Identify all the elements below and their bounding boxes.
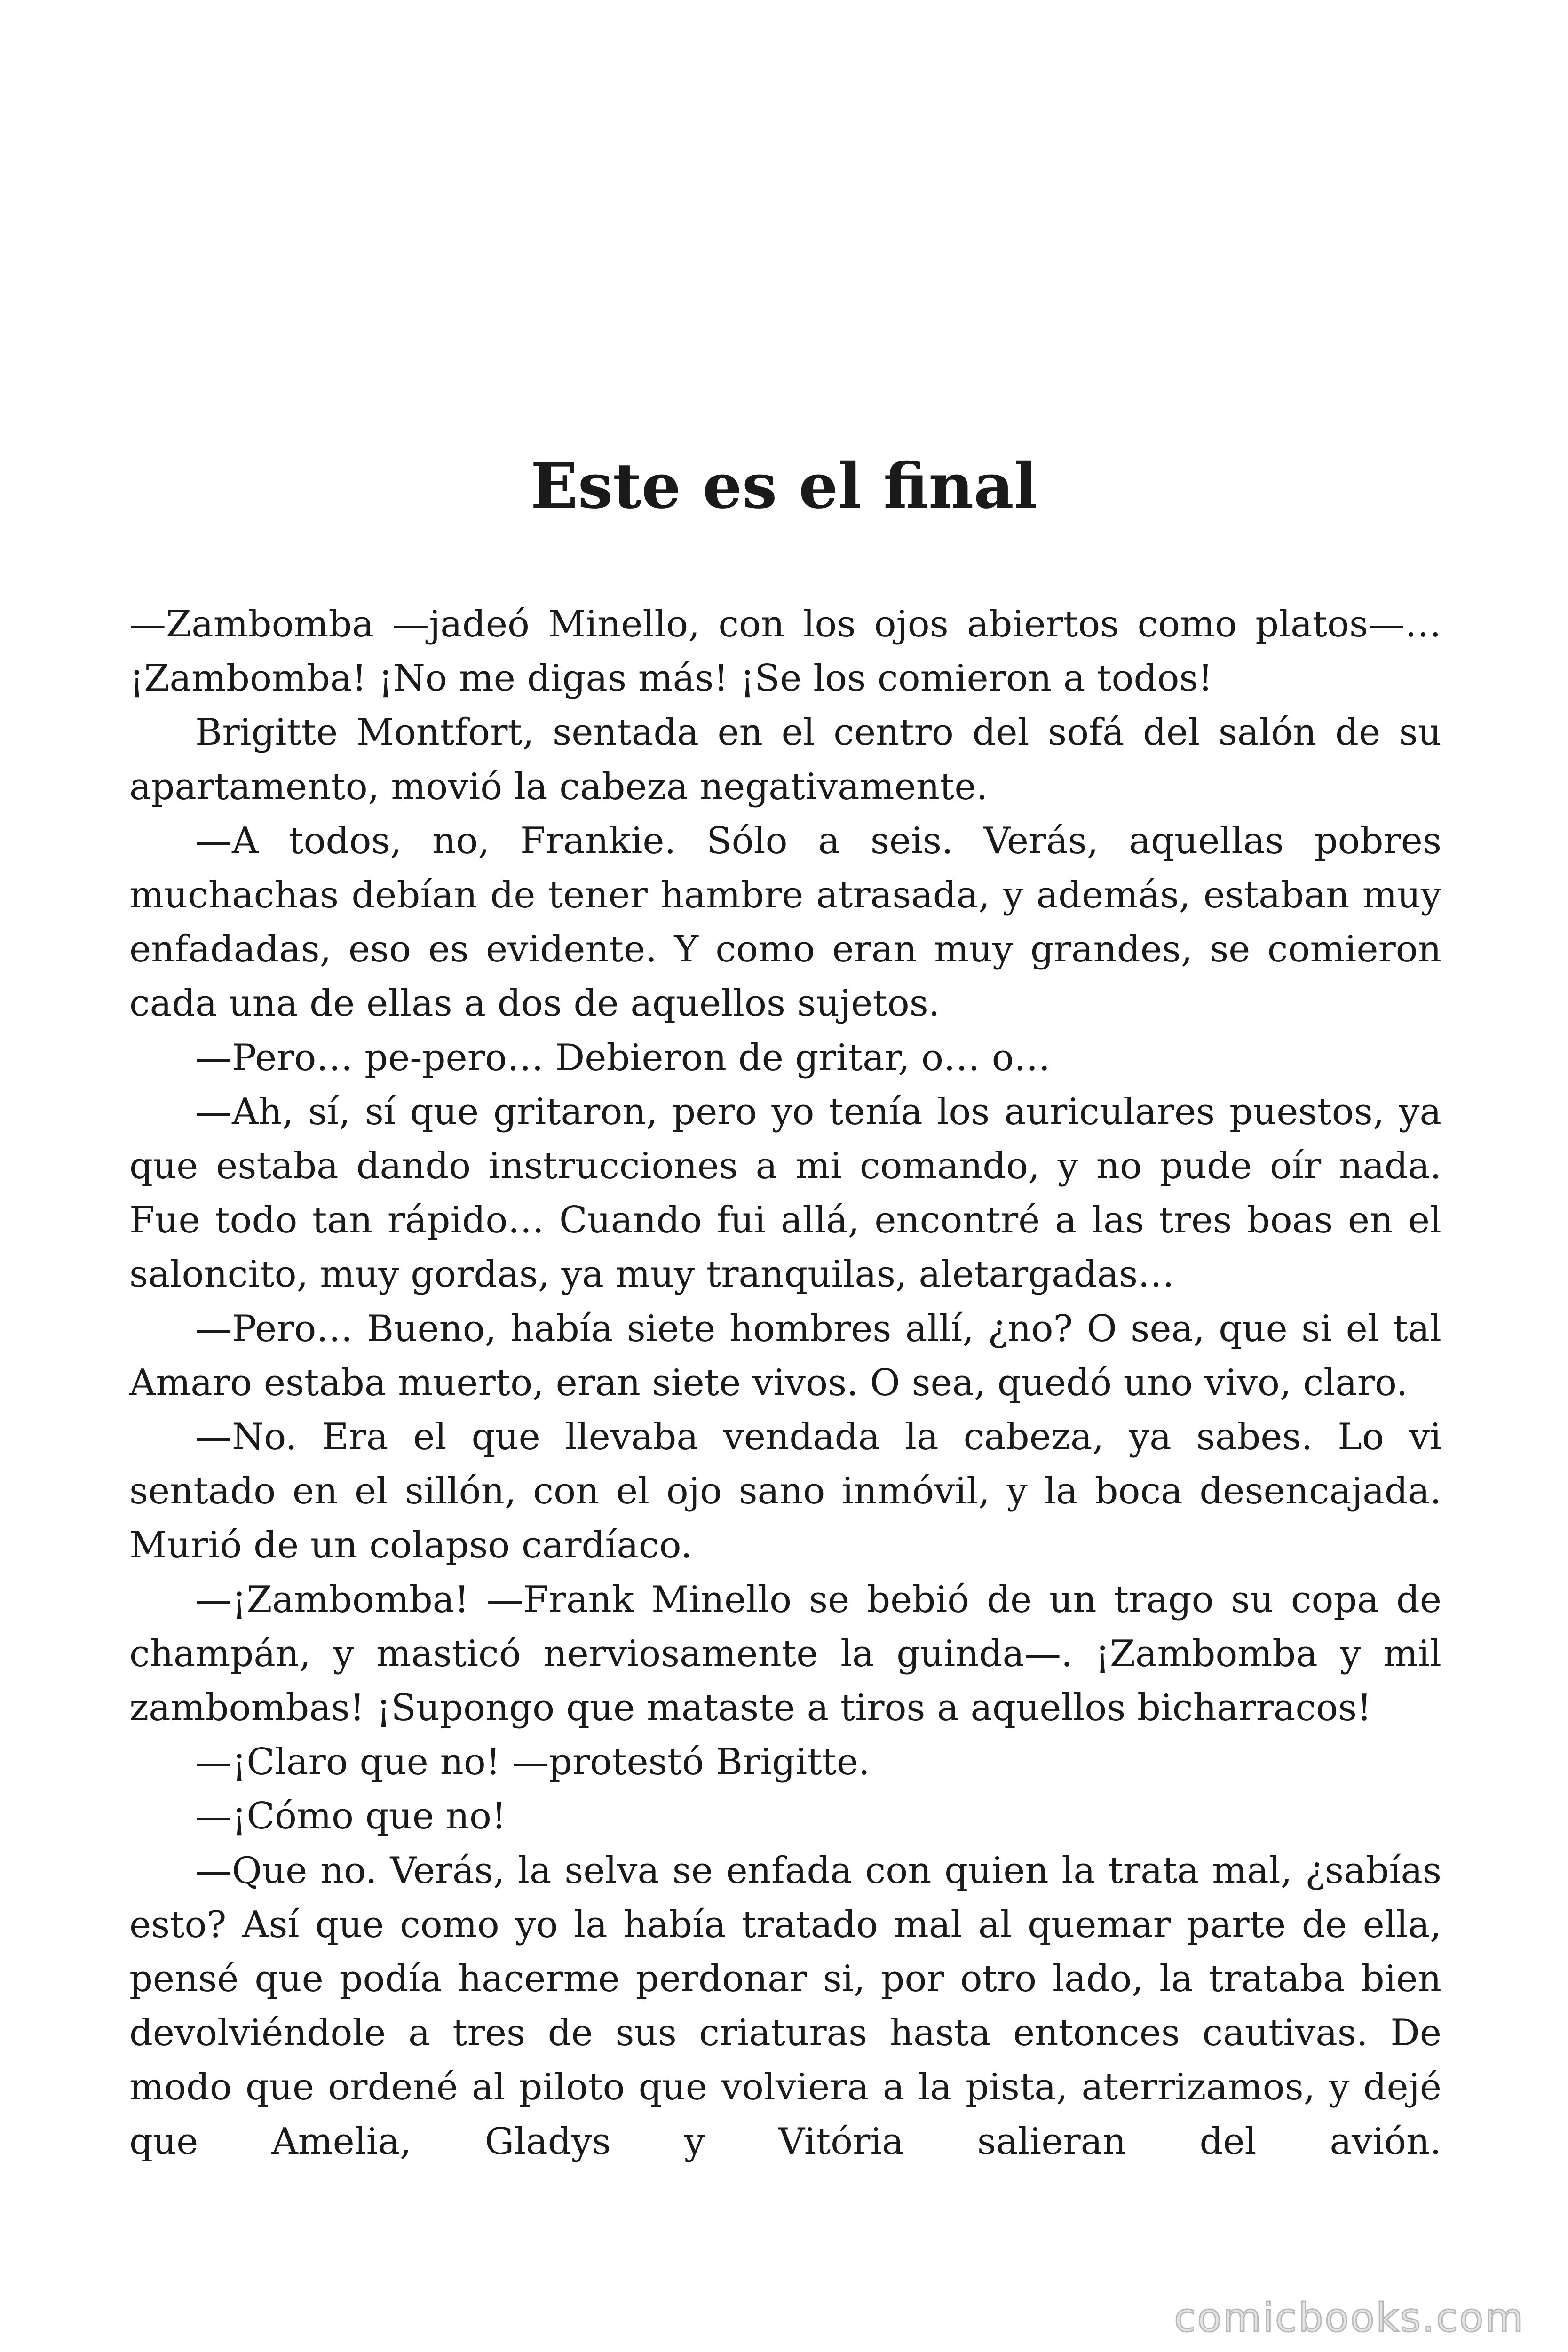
paragraph: —No. Era el que llevaba vendada la cabeza, ya sabes. Lo vi sentado en el sillón, con el ojo sano inmóvil, y la boca desencajada. Murió de un colapso cardíaco. (129, 1416, 1441, 1567)
paragraph: —¡Zambomba! —Frank Minello se bebió de un trago su copa de champán, y masticó nerviosamente la guinda—. ¡Zambomba y mil zambombas! ¡Supongo que mataste a tiros a aquellos bicharracos! (129, 1578, 1441, 1730)
paragraph: —¡Cómo que no! (195, 1795, 507, 1838)
paragraph: —A todos, no, Frankie. Sólo a seis. Verás, aquellas pobres muchachas debían de tener hambre atrasada, y además, estaban muy enfadadas, eso es evidente. Y como eran muy grandes, se comieron cada una de ellas a dos de aquellos sujetos. (129, 819, 1441, 1025)
chapter-body (129, 597, 1441, 2169)
paragraph: —¡Claro que no! —protestó Brigitte. (195, 1741, 870, 1784)
paragraph: —Pero… Bueno, había siete hombres allí, ¿no? O sea, que si el tal Amaro estaba muerto, eran siete vivos. O sea, quedó uno vivo, claro. (129, 1307, 1441, 1404)
paragraph: —Que no. Verás, la selva se enfada con quien la trata mal, ¿sabías esto? Así que como yo la había tratado mal al quemar parte de ella, pensé que podía hacerme perdonar si, por otro lado, la trataba bien devolviéndole a tres de sus criaturas hasta entonces cautivas. De modo que ordené al piloto que volviera a la pista, aterrizamos, y dejé que Amelia, Gladys y Vitória salieran del avión. (129, 1849, 1441, 2163)
paragraph: —Ah, sí, sí que gritaron, pero yo tenía los auriculares puestos, ya que estaba dando instrucciones a mi comando, y no pude oír nada. Fue todo tan rápido… Cuando fui allá, encontré a las tres boas en el saloncito, muy gordas, ya muy tranquilas, aletargadas… (129, 1090, 1441, 1296)
paragraph: —Zambomba —jadeó Minello, con los ojos abiertos como platos—… ¡Zambomba! ¡No me digas más! ¡Se los comieron a todos! (129, 603, 1441, 700)
chapter-title: Este es el final (531, 450, 1037, 523)
paragraph: Brigitte Montfort, sentada en el centro del sofá del salón de su apartamento, movió la cabeza negativamente. (129, 711, 1441, 808)
site-watermark: comicbooks.com (1174, 2295, 1525, 2341)
paragraph: —Pero… pe-pero… Debieron de gritar, o… o… (195, 1036, 1051, 1079)
